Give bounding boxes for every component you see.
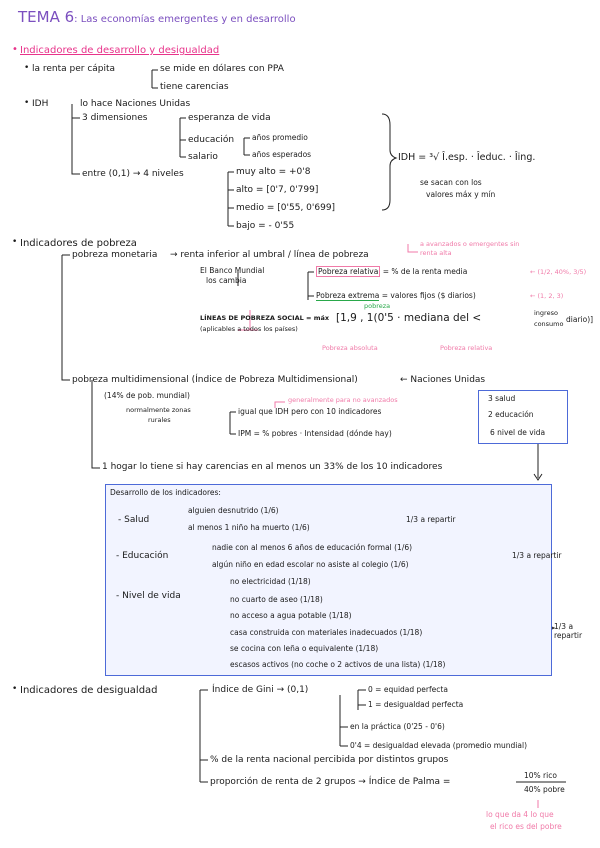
palma-note-1: lo que da 4 lo que <box>486 810 554 819</box>
gini-promedio: 0'4 = desigualdad elevada (promedio mundial) <box>350 741 528 750</box>
palma-denominador: 40% pobre <box>524 785 565 794</box>
extrema-def: = valores fijos ($ diarios) <box>381 291 476 300</box>
relativa-label: Pobreza relativa <box>318 267 379 276</box>
palma-numerador: 10% rico <box>524 771 557 780</box>
idh-hace: lo hace Naciones Unidas <box>80 99 191 109</box>
pobreza-extrema <box>316 291 476 300</box>
vida-6: escasos activos (no coche o 2 activos de una lista) (1/18) <box>230 660 446 669</box>
vida-5: se cocina con leña o equivalente (1/18) <box>230 644 379 653</box>
lineas-aplicables: (aplicables a todos los países) <box>200 325 298 333</box>
lineas-formula: [1,9 , 1(0'5 · mediana del < <box>336 312 482 324</box>
palma-note-2: el rico es del pobre <box>490 822 562 831</box>
banco-2: los cambia <box>206 276 247 285</box>
gini-0: 0 = equidad perfecta <box>368 685 448 694</box>
igual-idh: igual que IDH pero con 10 indicadores <box>238 407 382 416</box>
desglose-title: Desarrollo de los indicadores: <box>110 488 221 497</box>
pm-note: a avanzados o emergentes sin <box>420 240 520 248</box>
bullet-dot: • <box>12 44 18 55</box>
dimension-3: salario <box>188 152 218 162</box>
salud-label: - Salud <box>118 515 150 525</box>
salud-2: al menos 1 niño ha muerto (1/6) <box>188 523 310 532</box>
pm-definition: → renta inferior al umbral / línea de pobreza <box>170 250 369 260</box>
pct-renta: % de la renta nacional percibida por distintos grupos <box>210 755 449 765</box>
title-main: TEMA 6 <box>18 8 75 26</box>
banco-1: El Banco Mundial <box>200 266 265 275</box>
box-educacion: 2 educación <box>488 410 534 419</box>
relativa-fractions: ← (1/2, 40%, 3/5) <box>530 268 587 276</box>
bullet-dot: • <box>12 684 18 694</box>
consumo-label: consumo <box>534 320 564 328</box>
heading-pobreza: Indicadores de pobreza <box>20 238 137 249</box>
vida-2: no cuarto de aseo (1/18) <box>230 595 323 604</box>
box-salud: 3 salud <box>488 394 516 403</box>
extrema-values: ← (1, 2, 3) <box>530 292 564 300</box>
ingreso-label: ingreso <box>534 309 558 317</box>
pm-note-2: renta alta <box>420 249 452 257</box>
gini-1: 1 = desigualdad perfecta <box>368 700 464 709</box>
ipm-formula: IPM = % pobres · Intensidad (dónde hay) <box>238 429 392 438</box>
renta-label: la renta per cápita <box>32 64 116 74</box>
edu-repartir: 1/3 a repartir <box>512 551 562 560</box>
bullet-dot: • <box>24 98 30 108</box>
nivel-1: muy alto = +0'8 <box>236 167 311 177</box>
extrema-note: pobreza <box>364 302 391 310</box>
vida-label: - Nivel de vida <box>116 591 181 601</box>
renta-branch-2: tiene carencias <box>160 82 229 92</box>
title-sub: : Las economías emergentes y en desarrollo <box>74 14 296 25</box>
pm-label: pobreza monetaria <box>72 250 158 260</box>
rurales-2: rurales <box>148 416 171 424</box>
niveles-label: entre (0,1) → 4 niveles <box>82 169 184 179</box>
dimension-2a: años promedio <box>252 133 308 142</box>
nivel-2: alto = [0'7, 0'799] <box>236 185 319 195</box>
nivel-3: medio = [0'55, 0'699] <box>236 203 336 213</box>
bullet-dot: • <box>24 63 30 73</box>
dimension-2: educación <box>188 135 235 145</box>
salud-1: alguien desnutrido (1/6) <box>188 506 279 515</box>
bullet-dot: • <box>12 237 18 247</box>
heading-desarrollo: Indicadores de desarrollo y desigualdad <box>20 45 220 56</box>
idh-formula: IDH = ³√ Î.esp. · Îeduc. · Îing. <box>398 152 536 163</box>
gini-practica: en la práctica (0'25 - 0'6) <box>350 722 445 731</box>
pobreza-absoluta-label: Pobreza absoluta <box>322 344 378 352</box>
edu-1: nadie con al menos 6 años de educación formal (1/6) <box>212 543 413 552</box>
vida-repartir: 1/3 a repartir <box>554 622 583 640</box>
proporcion-renta: proporción de renta de 2 grupos → Índice de Palma = <box>210 777 451 787</box>
heading-desigualdad: Indicadores de desigualdad <box>20 685 158 696</box>
page-title <box>18 8 296 29</box>
vida-4: casa construida con materiales inadecuados (1/18) <box>230 628 423 637</box>
salud-repartir: 1/3 a repartir <box>406 515 456 524</box>
formula-note-2: valores máx y mín <box>426 190 496 199</box>
hogar-rule: 1 hogar lo tiene si hay carencias en al menos un 33% de los 10 indicadores <box>102 462 443 472</box>
edu-2: algún niño en edad escolar no asiste al colegio (1/6) <box>212 560 409 569</box>
relativa-def: = % de la renta media <box>382 267 468 276</box>
dimension-2b: años esperados <box>252 150 312 159</box>
pmd-label: pobreza multidimensional (Índice de Pobreza Multidimensional) <box>72 375 358 385</box>
box-vida: 6 nivel de vida <box>490 428 546 437</box>
dimension-1: esperanza de vida <box>188 113 271 123</box>
dimensiones-label: 3 dimensiones <box>82 113 148 123</box>
extrema-label: Pobreza extrema <box>316 291 380 300</box>
pmd-pct: (14% de pob. mundial) <box>104 391 190 400</box>
lineas-pobreza: LÍNEAS DE POBREZA SOCIAL = máx <box>200 314 330 322</box>
pobreza-relativa-bottom: Pobreza relativa <box>440 344 493 352</box>
renta-branch-1: se mide en dólares con PPA <box>160 64 284 74</box>
idh-label: IDH <box>32 99 49 109</box>
pmd-un: ← Naciones Unidas <box>400 375 486 385</box>
diario-label: diario)] <box>566 315 594 324</box>
vida-3: no acceso a agua potable (1/18) <box>230 611 352 620</box>
pobreza-relativa <box>316 267 467 276</box>
rurales-1: normalmente zonas <box>126 406 191 414</box>
gini-label: Índice de Gini → (0,1) <box>212 685 309 695</box>
pmd-note: generalmente para no avanzados <box>288 396 398 404</box>
educacion-label: - Educación <box>116 551 169 561</box>
nivel-4: bajo = - 0'55 <box>236 221 295 231</box>
vida-1: no electricidad (1/18) <box>230 577 311 586</box>
formula-note-1: se sacan con los <box>420 178 482 187</box>
